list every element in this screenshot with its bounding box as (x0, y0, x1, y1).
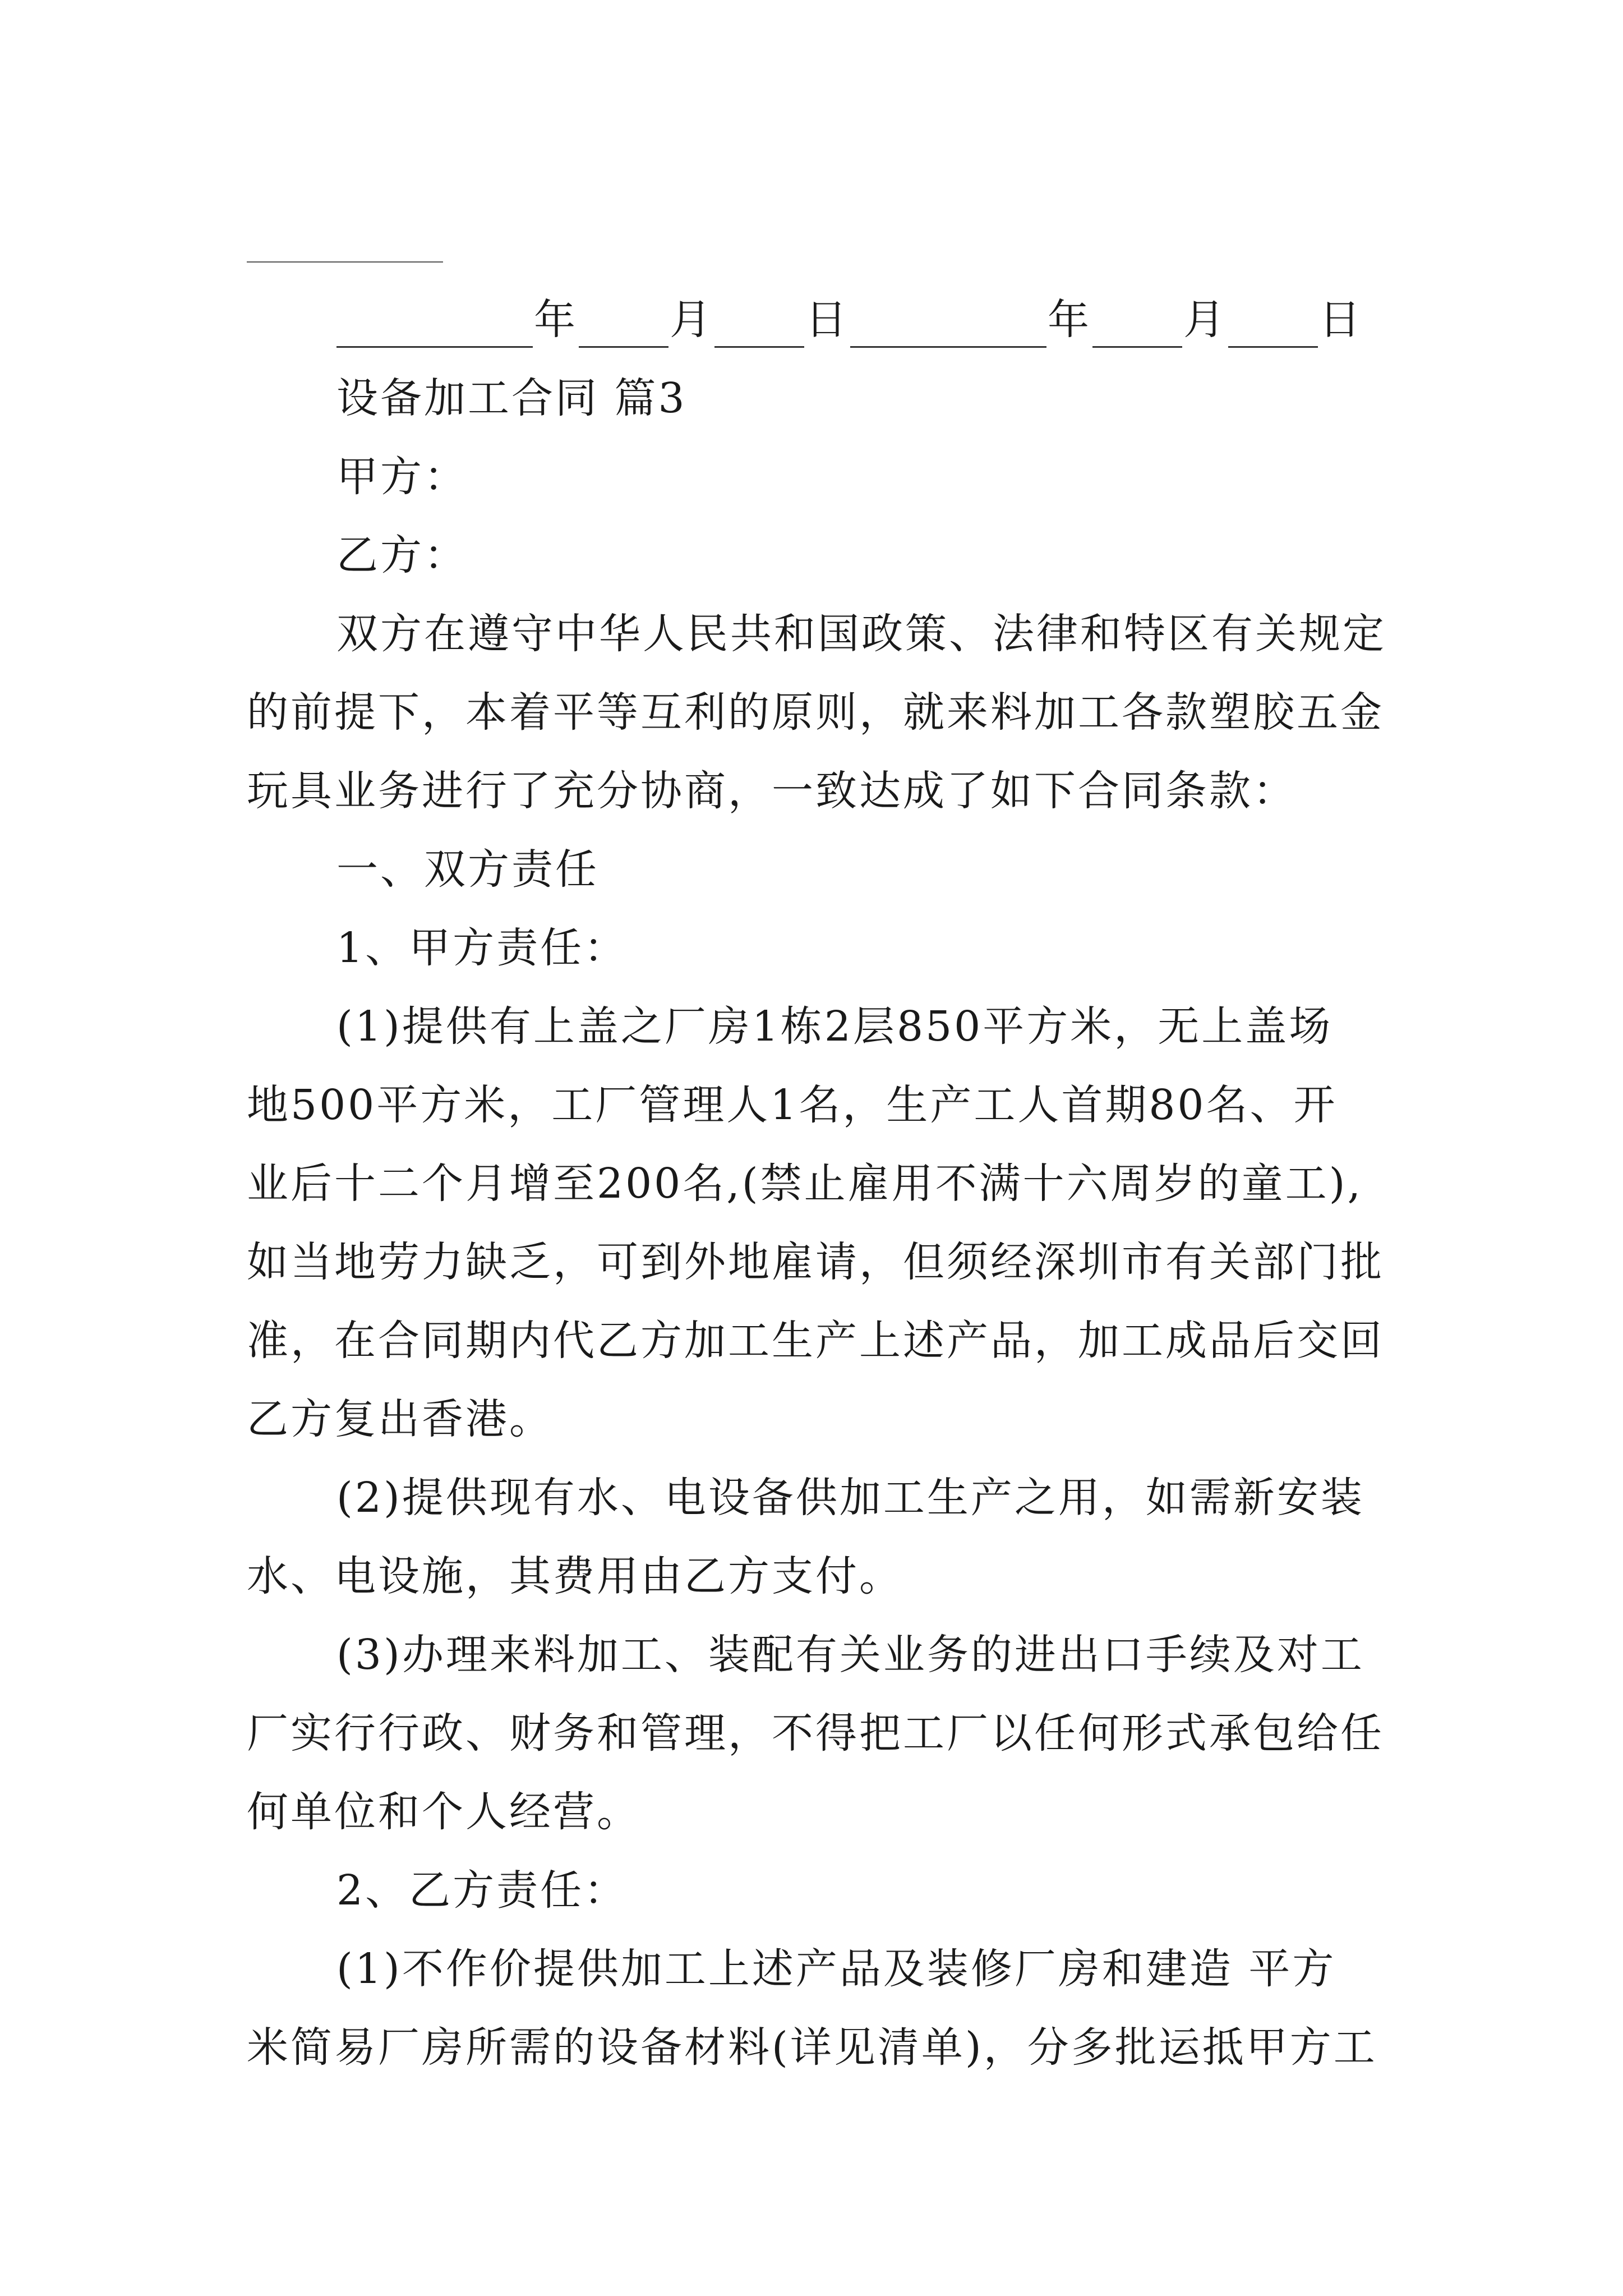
month-blank-1[interactable] (579, 306, 668, 348)
year-blank-2[interactable] (850, 306, 1046, 348)
paragraph-line: 玩具业务进行了充分协商，一致达成了如下合同条款： (247, 767, 1297, 815)
header-rule (247, 261, 443, 263)
paragraph-line: 地500平方米，工厂管理人1名，生产工人首期80名、开 (247, 1081, 1338, 1129)
month-label: 月 (670, 296, 713, 344)
party-b-label: 乙方： (336, 531, 468, 579)
subsection-heading: 2、乙方责任： (336, 1866, 628, 1915)
paragraph-line: (3)办理来料加工、装配有关业务的进出口手续及对工 (336, 1631, 1364, 1679)
month-label: 月 (1183, 296, 1227, 344)
paragraph-line: 米简易厂房所需的设备材料(详见清单)，分多批运抵甲方工 (247, 2023, 1377, 2072)
party-a-label: 甲方： (336, 453, 468, 501)
paragraph-line: (2)提供现有水、电设备供加工生产之用，如需新安装 (336, 1474, 1364, 1522)
month-blank-2[interactable] (1092, 306, 1182, 348)
paragraph-line: 厂实行行政、财务和管理，不得把工厂以任何形式承包给任 (247, 1709, 1384, 1757)
paragraph-line: 准，在合同期内代乙方加工生产上述产品，加工成品后交回 (247, 1317, 1384, 1365)
paragraph-line: (1)提供有上盖之厂房1栋2层850平方米，无上盖场 (336, 1002, 1333, 1051)
subsection-heading: 1、甲方责任： (336, 924, 628, 972)
paragraph-line: 的前提下，本着平等互利的原则，就来料加工各款塑胶五金 (247, 688, 1384, 737)
paragraph-line: 双方在遵守中华人民共和国政策、法律和特区有关规定 (336, 610, 1386, 658)
date-line (336, 292, 1514, 348)
year-blank-1[interactable] (336, 306, 533, 348)
paragraph-line: 水、电设施，其费用由乙方支付。 (247, 1552, 903, 1600)
paragraph-line: 业后十二个月增至200名,(禁止雇用不满十六周岁的童工), (247, 1159, 1363, 1208)
paragraph-line: 如当地劳力缺乏，可到外地雇请，但须经深圳市有关部门批 (247, 1238, 1384, 1286)
year-label: 年 (1048, 296, 1091, 344)
year-label: 年 (534, 296, 578, 344)
day-blank-1[interactable] (714, 306, 804, 348)
paragraph-line: 乙方复出香港。 (247, 1395, 553, 1443)
day-label: 日 (805, 296, 849, 344)
document-title: 设备加工合同 篇3 (336, 374, 687, 422)
paragraph-line: (1)不作价提供加工上述产品及装修厂房和建造 平方 (336, 1945, 1336, 1993)
section-heading: 一、双方责任 (336, 845, 599, 894)
day-label: 日 (1319, 296, 1363, 344)
paragraph-line: 何单位和个人经营。 (247, 1788, 640, 1836)
day-blank-2[interactable] (1228, 306, 1318, 348)
